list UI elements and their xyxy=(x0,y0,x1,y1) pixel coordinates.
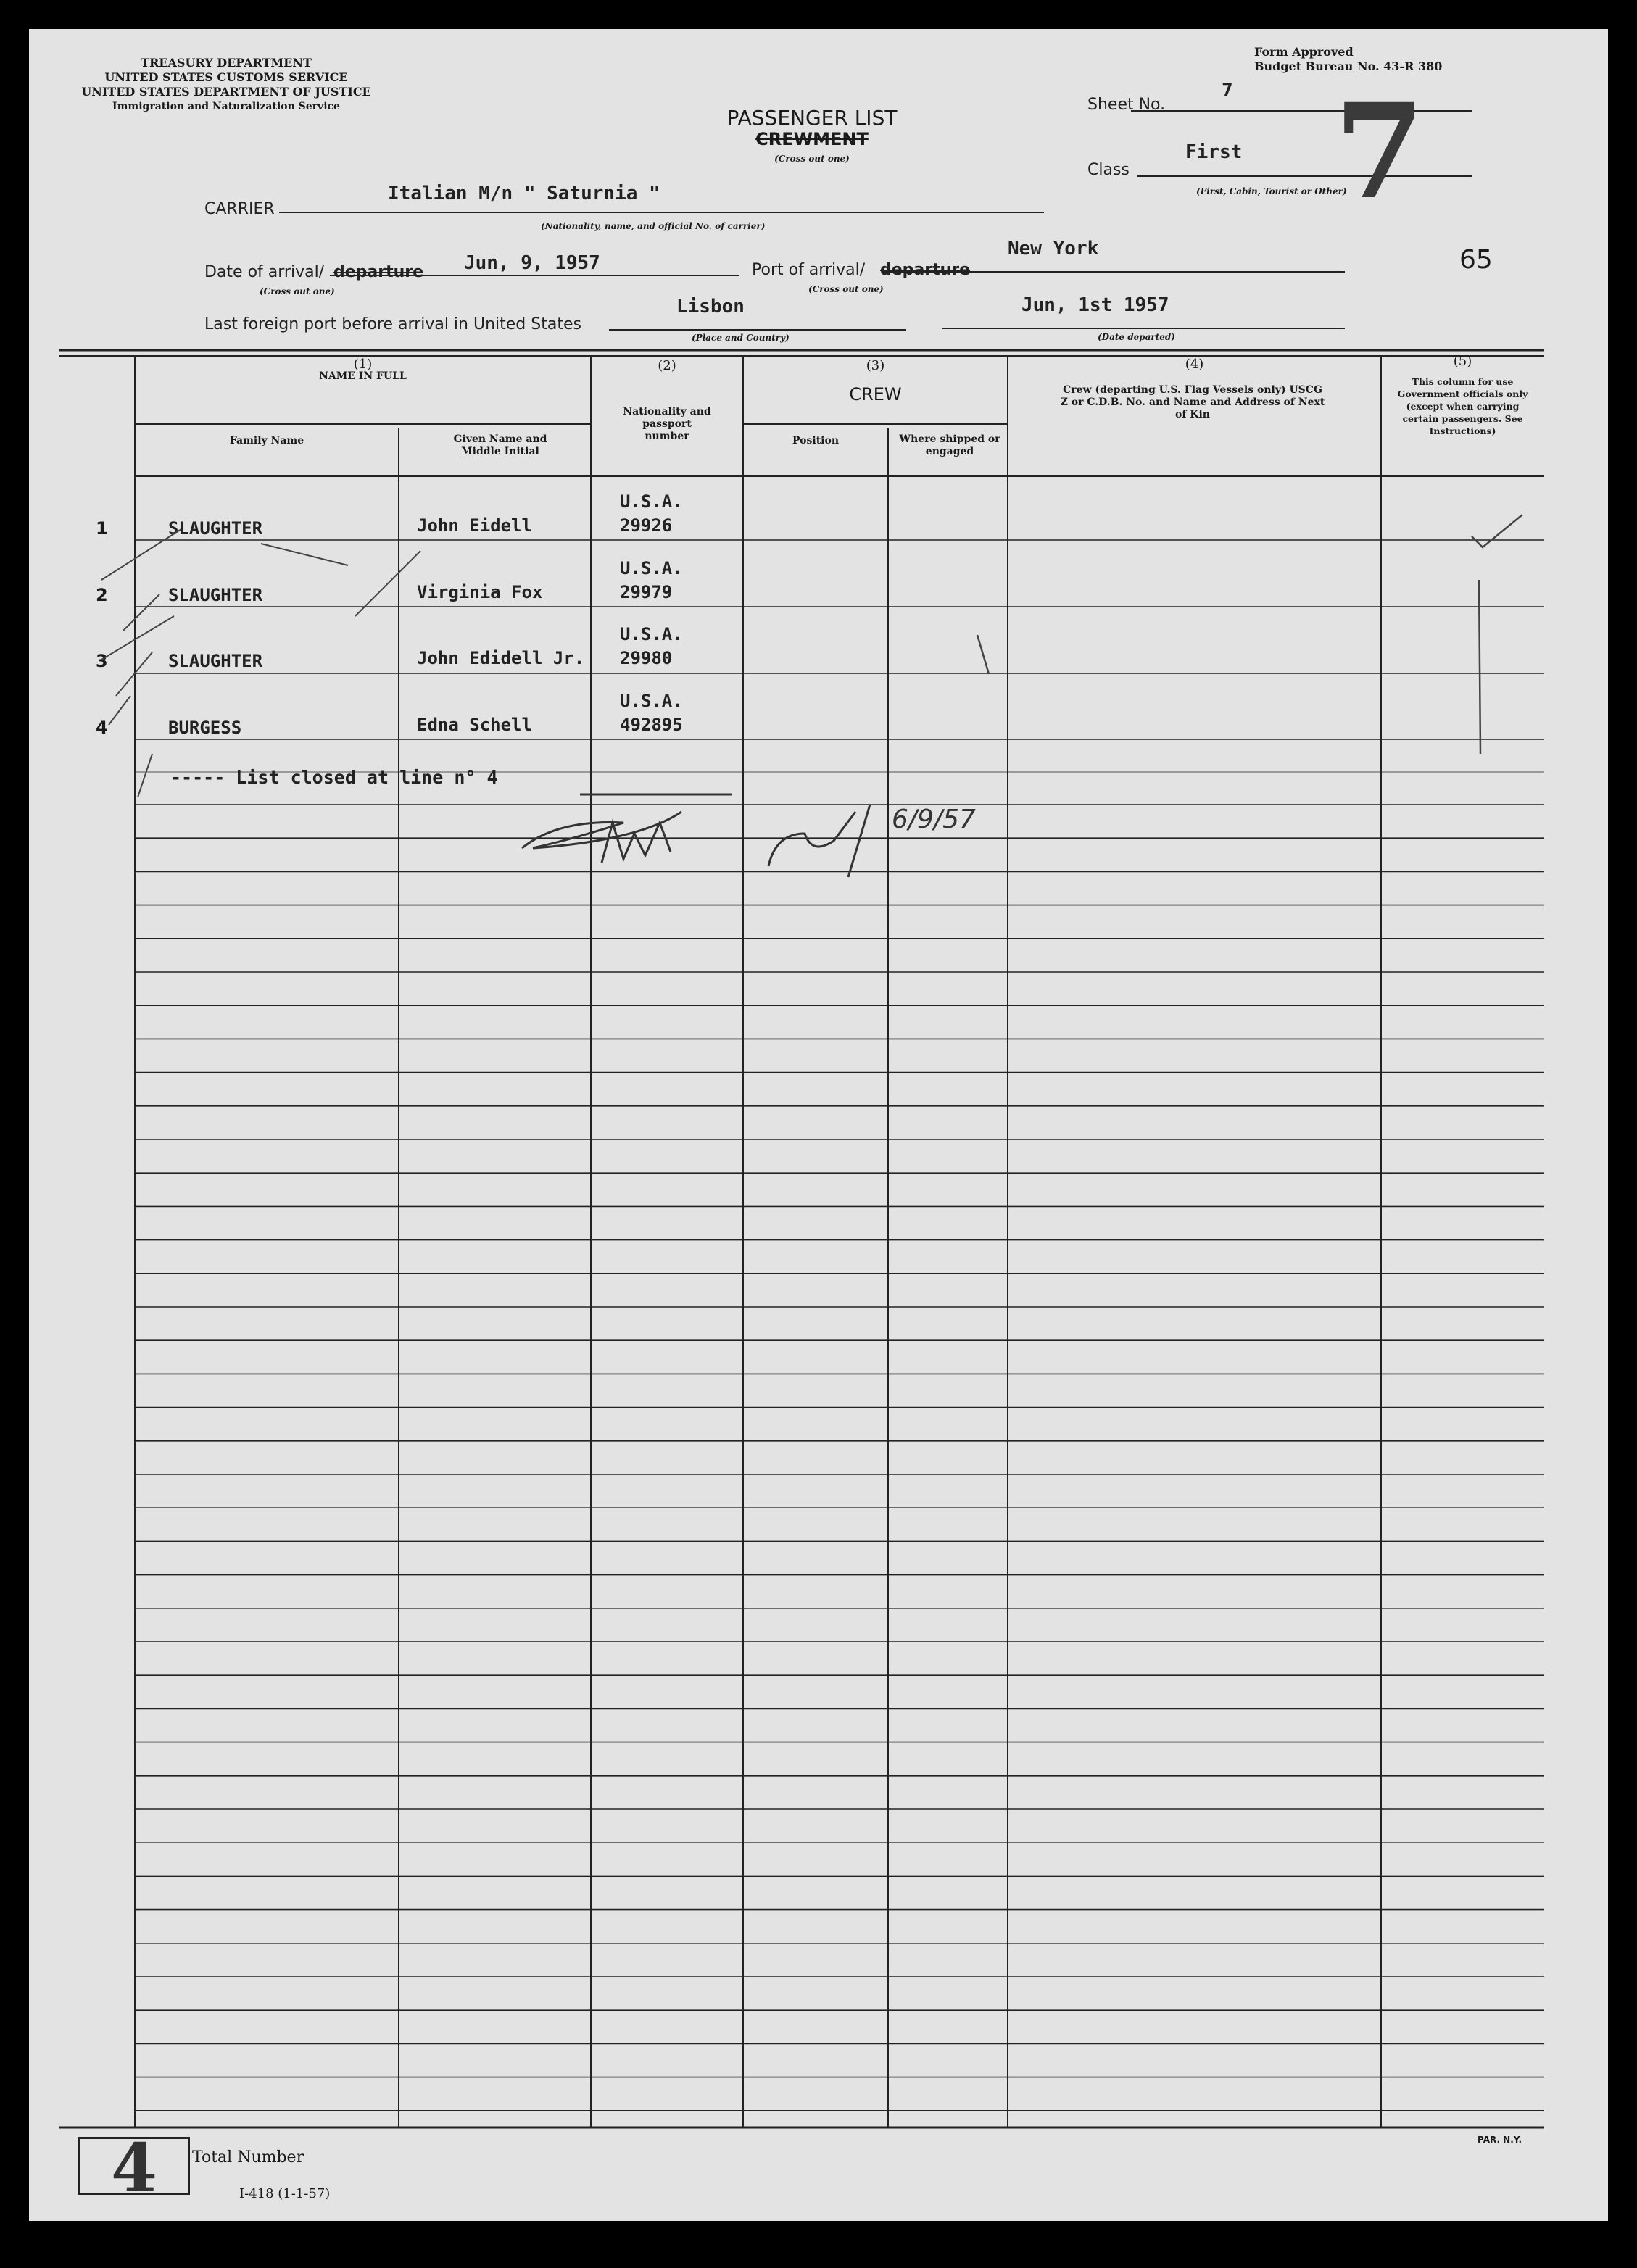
form-title: PASSENGER LIST xyxy=(726,106,898,130)
cross-out-note: (Cross out one) xyxy=(774,154,850,164)
date-crossed: departure xyxy=(333,263,424,281)
col5-num: (5) xyxy=(1453,354,1472,369)
class-note: (First, Cabin, Tourist or Other) xyxy=(1196,186,1347,196)
nationality: U.S.A. xyxy=(620,690,683,711)
sheet-value: 7 xyxy=(1222,80,1233,101)
family-name: SLAUGHTER xyxy=(168,651,263,671)
sheet-label: Sheet No. xyxy=(1087,96,1166,114)
closing-line: ----- List closed at line n° 4 xyxy=(170,767,498,788)
port-crossed: departure xyxy=(880,261,971,279)
given-name: John Edidell Jr. xyxy=(417,648,585,668)
page-number: 65 xyxy=(1459,245,1493,275)
signature-scribble xyxy=(493,768,1073,884)
col1-title: NAME IN FULL xyxy=(319,370,407,382)
check-marks xyxy=(87,507,449,797)
passport-number: 492895 xyxy=(620,714,683,735)
total-box xyxy=(78,2129,190,2207)
agency-line-4: Immigration and Naturalization Service xyxy=(112,101,340,112)
family-name: BURGESS xyxy=(168,717,242,738)
total-label: Total Number xyxy=(192,2148,304,2167)
form-code: I-418 (1-1-57) xyxy=(239,2186,331,2201)
col1-family: Family Name xyxy=(229,435,304,446)
carrier-value: Italian M/n " Saturnia " xyxy=(388,183,660,204)
row-number: 2 xyxy=(96,584,108,605)
port-label: Port of arrival/ xyxy=(752,261,866,279)
tick-mark xyxy=(971,631,1000,681)
carrier-note: (Nationality, name, and official No. of carrier) xyxy=(541,221,766,231)
col4-title: Crew (departing U.S. Flag Vessels only) USCG Z or C.D.B. No. and Name and Address of Next of Kin xyxy=(1060,384,1325,420)
col3-position: Position xyxy=(792,435,839,446)
agency-line-1: TREASURY DEPARTMENT xyxy=(141,56,312,70)
printer-mark: PAR. N.Y. xyxy=(1478,2135,1522,2145)
row-number: 3 xyxy=(96,651,108,671)
nationality: U.S.A. xyxy=(620,624,683,644)
passenger-list-form xyxy=(29,29,1608,2221)
check-marks-col5 xyxy=(1443,486,1530,776)
col1-given: Given Name and Middle Initial xyxy=(453,433,547,457)
date-departed-value: Jun, 1st 1957 xyxy=(1021,294,1169,316)
col1-num: (1) xyxy=(353,357,373,372)
budget-bureau: Budget Bureau No. 43-R 380 xyxy=(1254,59,1443,73)
form-subtitle-crossed: CREWMENT xyxy=(755,129,869,149)
port-cross-note: (Cross out one) xyxy=(808,284,884,294)
passport-number: 29980 xyxy=(620,648,673,668)
col3-num: (3) xyxy=(866,358,885,373)
date-cross-note: (Cross out one) xyxy=(260,286,335,296)
class-value: First xyxy=(1185,141,1243,163)
agency-line-3: UNITED STATES DEPARTMENT OF JUSTICE xyxy=(81,85,371,99)
sheet-handwritten: 7 xyxy=(1334,75,1425,228)
family-name: SLAUGHTER xyxy=(168,518,263,539)
col3-title: CREW xyxy=(849,384,902,404)
nationality: U.S.A. xyxy=(620,491,683,512)
given-name: John Eidell xyxy=(417,515,532,536)
family-name: SLAUGHTER xyxy=(168,584,263,605)
col5-title: This column for use Government officials only (except when carrying certain passengers. See Instructions) xyxy=(1397,376,1528,436)
passport-number: 29926 xyxy=(620,515,673,536)
agency-line-2: UNITED STATES CUSTOMS SERVICE xyxy=(104,70,348,84)
form-approved: Form Approved xyxy=(1254,45,1354,59)
col2-title: Nationality and passport number xyxy=(623,406,711,442)
passport-number: 29979 xyxy=(620,581,673,602)
nationality: U.S.A. xyxy=(620,557,683,578)
last-port-note: (Place and Country) xyxy=(692,333,790,343)
total-value: 4 xyxy=(110,2129,157,2207)
date-departed-note: (Date departed) xyxy=(1098,332,1175,342)
port-value: New York xyxy=(1008,238,1099,259)
date-value: Jun, 9, 1957 xyxy=(464,252,600,274)
given-name: Edna Schell xyxy=(417,714,532,735)
last-port-value: Lisbon xyxy=(676,296,745,317)
class-label: Class xyxy=(1087,161,1130,179)
date-label: Date of arrival/ xyxy=(204,263,325,281)
col2-num: (2) xyxy=(658,358,676,373)
signature-date: 6/9/57 xyxy=(892,805,976,834)
last-port-label: Last foreign port before arrival in United States xyxy=(204,315,581,333)
given-name: Virginia Fox xyxy=(417,581,543,602)
col3-where: Where shipped or engaged xyxy=(899,433,1000,457)
carrier-label: CARRIER xyxy=(204,200,275,218)
col4-num: (4) xyxy=(1185,357,1204,372)
row-number: 1 xyxy=(96,518,108,539)
row-number: 4 xyxy=(96,717,108,738)
